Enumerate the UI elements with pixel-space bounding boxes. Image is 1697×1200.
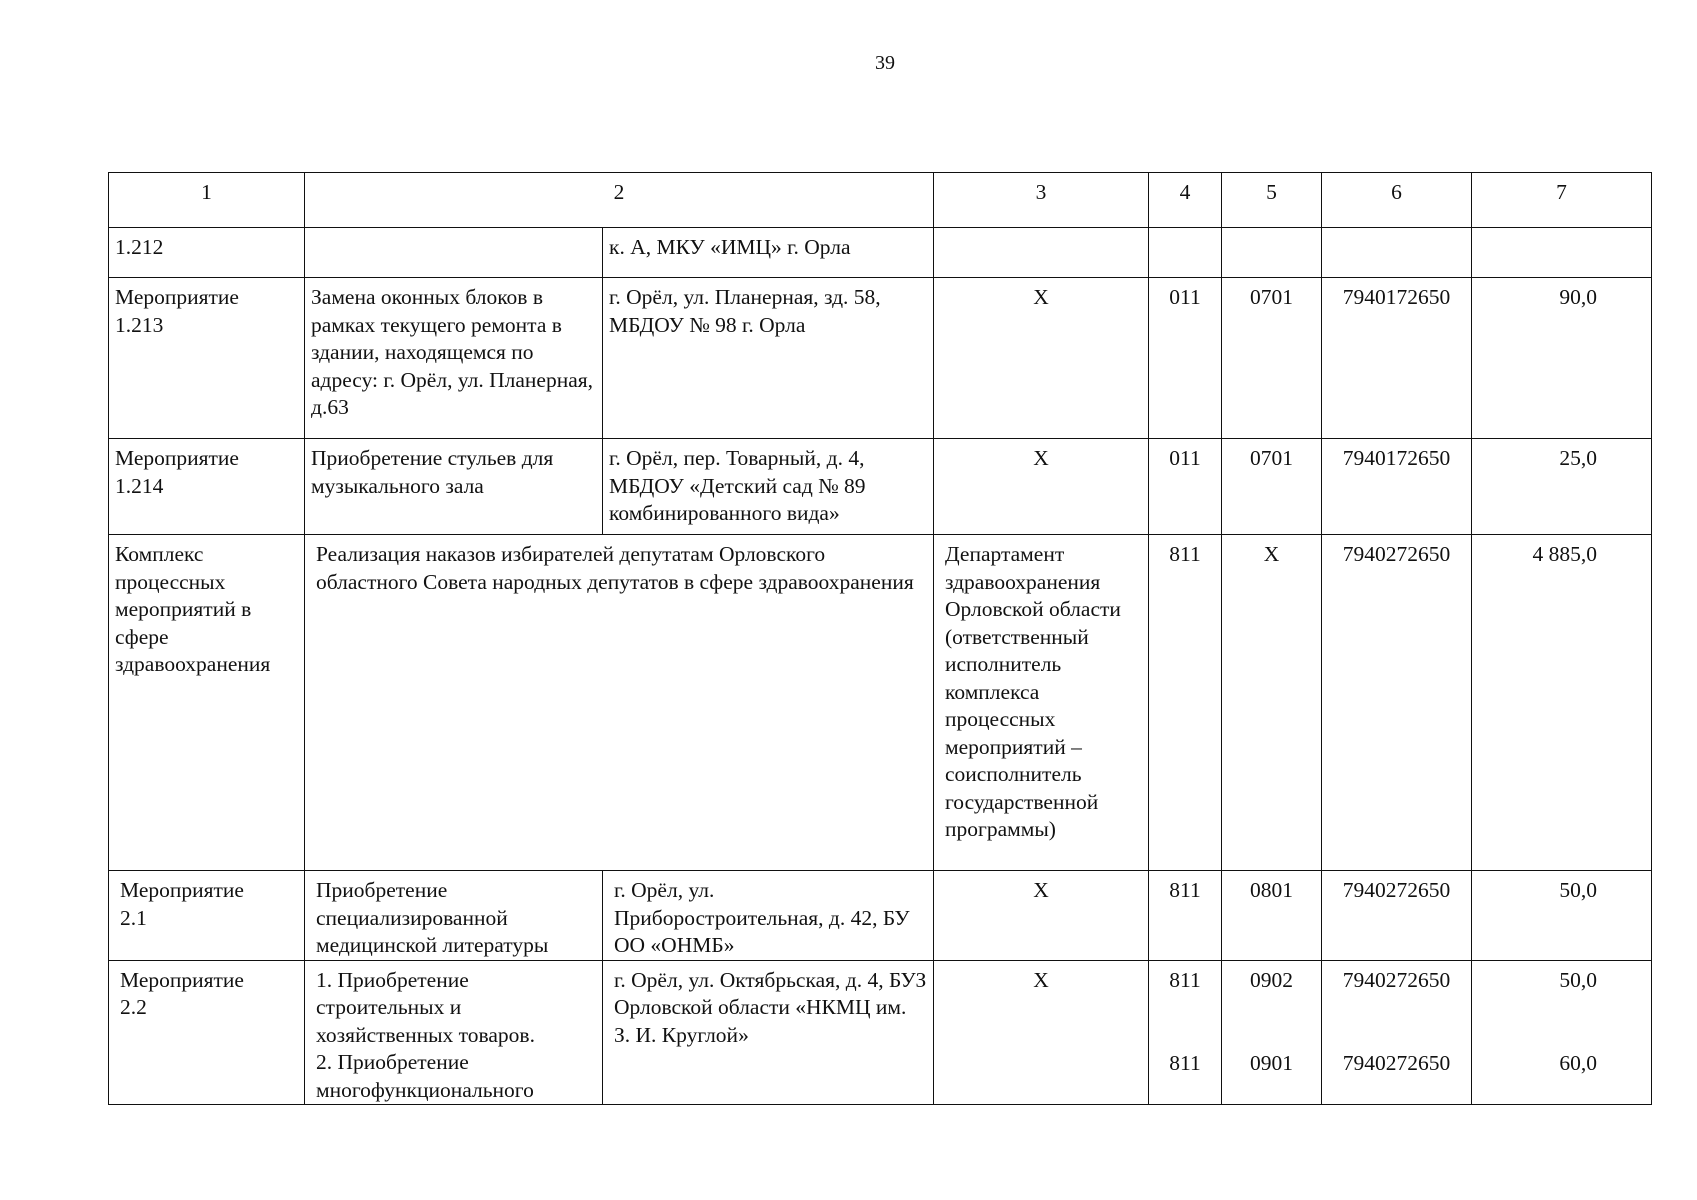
row-address: г. Орёл, ул. Планерная, зд. 58, МБДОУ № 98 г. Орла — [603, 278, 934, 439]
row-name: Реализация наказов избирателей депутатам Орловского областного Совета народных депутатов в сфере здравоохранения — [305, 535, 934, 871]
header-cell-7: 7 — [1472, 173, 1652, 228]
row-executor: Х — [934, 278, 1149, 439]
row-col7 — [1472, 228, 1652, 278]
row-executor: Х — [934, 960, 1149, 1105]
row-col4: 011 — [1149, 439, 1222, 535]
row-col6: 7940272650 — [1322, 871, 1472, 961]
row-executor: Х — [934, 439, 1149, 535]
row-col7: 50,0 — [1472, 871, 1652, 961]
header-cell-2: 2 — [305, 173, 934, 228]
row-address: г. Орёл, ул. Приборостроительная, д. 42, БУ ОО «ОНМБ» — [603, 871, 934, 961]
row-id: Мероприятие 2.1 — [109, 871, 305, 961]
table-row — [109, 228, 1652, 278]
row-executor — [934, 228, 1149, 278]
table-row-complex — [109, 535, 1652, 871]
row-id: Мероприятие 1.214 — [109, 439, 305, 535]
row-col5: 0701 — [1222, 439, 1322, 535]
row-id: Комплекс процессных мероприятий в сфере здравоохранения — [109, 535, 305, 871]
row-col6: 7940172650 — [1322, 439, 1472, 535]
header-cell-6: 6 — [1322, 173, 1472, 228]
row-name: Приобретение специализированной медицинской литературы — [305, 871, 603, 961]
header-cell-4: 4 — [1149, 173, 1222, 228]
row-col6: 7940272650 7940272650 — [1322, 960, 1472, 1105]
table-row — [109, 871, 1652, 961]
row-id: 1.212 — [109, 228, 305, 278]
table-row — [109, 960, 1652, 1105]
row-col5: 0801 — [1222, 871, 1322, 961]
row-col4: 811 — [1149, 871, 1222, 961]
header-cell-5: 5 — [1222, 173, 1322, 228]
row-address: к. А, МКУ «ИМЦ» г. Орла — [603, 228, 934, 278]
row-col7: 90,0 — [1472, 278, 1652, 439]
row-col6: 7940172650 — [1322, 278, 1472, 439]
row-col5: Х — [1222, 535, 1322, 871]
header-cell-1: 1 — [109, 173, 305, 228]
row-col5 — [1222, 228, 1322, 278]
row-col4: 011 — [1149, 278, 1222, 439]
row-col4: 811 — [1149, 535, 1222, 871]
row-col7: 25,0 — [1472, 439, 1652, 535]
page-number: 39 — [875, 52, 895, 74]
row-id: Мероприятие 1.213 — [109, 278, 305, 439]
row-col4: 811 811 — [1149, 960, 1222, 1105]
budget-table — [108, 172, 1652, 1105]
row-name: Замена оконных блоков в рамках текущего ремонта в здании, находящемся по адресу: г. Орёл, ул. Планерная, д.63 — [305, 278, 603, 439]
row-id: Мероприятие 2.2 — [109, 960, 305, 1105]
table-row — [109, 278, 1652, 439]
row-col7: 50,0 60,0 — [1472, 960, 1652, 1105]
row-col5: 0701 — [1222, 278, 1322, 439]
row-address: г. Орёл, ул. Октябрьская, д. 4, БУЗ Орловской области «НКМЦ им. З. И. Круглой» — [603, 960, 934, 1105]
row-col5: 0902 0901 — [1222, 960, 1322, 1105]
row-name: 1. Приобретение строительных и хозяйственных товаров. 2. Приобретение многофункционального — [305, 960, 603, 1105]
row-executor: Х — [934, 871, 1149, 961]
row-name — [305, 228, 603, 278]
row-col7: 4 885,0 — [1472, 535, 1652, 871]
header-cell-3: 3 — [934, 173, 1149, 228]
row-col6 — [1322, 228, 1472, 278]
row-address: г. Орёл, пер. Товарный, д. 4, МБДОУ «Детский сад № 89 комбинированного вида» — [603, 439, 934, 535]
header-row — [109, 173, 1652, 228]
row-name: Приобретение стульев для музыкального зала — [305, 439, 603, 535]
row-executor: Департамент здравоохранения Орловской области (ответственный исполнитель комплекса процессных мероприятий – соисполнитель государственной программы) — [934, 535, 1149, 871]
table-row — [109, 439, 1652, 535]
row-col6: 7940272650 — [1322, 535, 1472, 871]
row-col4 — [1149, 228, 1222, 278]
